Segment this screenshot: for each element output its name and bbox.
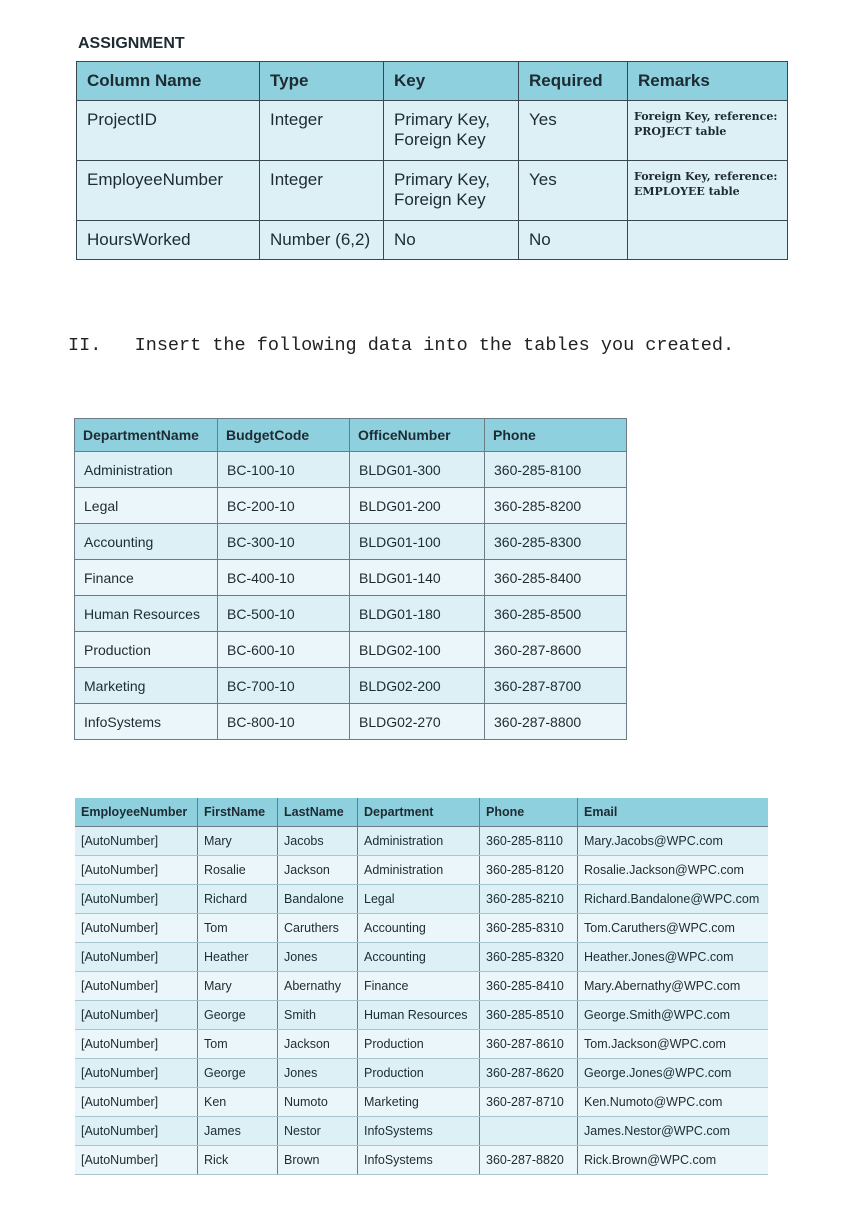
table-cell: Mary bbox=[198, 972, 278, 1001]
table-cell: Finance bbox=[358, 972, 480, 1001]
table-cell: BLDG01-300 bbox=[350, 452, 485, 488]
table-cell: George bbox=[198, 1001, 278, 1030]
table-row bbox=[75, 856, 768, 885]
column-header: Type bbox=[260, 62, 384, 101]
table-cell: Finance bbox=[75, 560, 218, 596]
table-cell: Ken.Numoto@WPC.com bbox=[578, 1088, 769, 1117]
table-cell: 360-287-8600 bbox=[485, 632, 627, 668]
remarks-text: Foreign Key, reference: bbox=[634, 170, 778, 183]
table-cell: Ken bbox=[198, 1088, 278, 1117]
column-header: Required bbox=[519, 62, 628, 101]
table-cell: Tom bbox=[198, 1030, 278, 1059]
table-row bbox=[77, 221, 788, 260]
table-cell: 360-287-8800 bbox=[485, 704, 627, 740]
table-cell: Legal bbox=[358, 885, 480, 914]
table-row bbox=[75, 704, 627, 740]
table-row bbox=[75, 885, 768, 914]
table-cell: 360-287-8620 bbox=[480, 1059, 578, 1088]
table-cell: BLDG02-100 bbox=[350, 632, 485, 668]
table-cell: No bbox=[519, 221, 628, 260]
table-cell: 360-285-8200 bbox=[485, 488, 627, 524]
table-cell: Human Resources bbox=[358, 1001, 480, 1030]
table-row bbox=[75, 1088, 768, 1117]
table-cell: Jones bbox=[278, 1059, 358, 1088]
table-cell: Richard.Bandalone@WPC.com bbox=[578, 885, 769, 914]
table-cell: Nestor bbox=[278, 1117, 358, 1146]
table-cell: James.Nestor@WPC.com bbox=[578, 1117, 769, 1146]
table-cell: [AutoNumber] bbox=[75, 827, 198, 856]
table-cell bbox=[628, 101, 788, 161]
table-cell: BC-800-10 bbox=[218, 704, 350, 740]
table-cell: [AutoNumber] bbox=[75, 1088, 198, 1117]
table-row bbox=[75, 524, 627, 560]
table-cell: Number (6,2) bbox=[260, 221, 384, 260]
key-text: Foreign Key bbox=[394, 130, 486, 149]
table-cell: Jacobs bbox=[278, 827, 358, 856]
table-cell: Tom.Caruthers@WPC.com bbox=[578, 914, 769, 943]
table-cell: George.Smith@WPC.com bbox=[578, 1001, 769, 1030]
column-header: Department bbox=[358, 798, 480, 827]
column-header: DepartmentName bbox=[75, 419, 218, 452]
column-header: Email bbox=[578, 798, 769, 827]
table-cell: HoursWorked bbox=[77, 221, 260, 260]
instruction-text: II. Insert the following data into the tables you created. bbox=[68, 335, 735, 356]
table-cell: BLDG01-200 bbox=[350, 488, 485, 524]
table-cell: [AutoNumber] bbox=[75, 972, 198, 1001]
table-cell: 360-285-8300 bbox=[485, 524, 627, 560]
table-cell: BC-200-10 bbox=[218, 488, 350, 524]
remarks-text: EMPLOYEE table bbox=[634, 185, 740, 198]
column-header: OfficeNumber bbox=[350, 419, 485, 452]
table-cell: 360-287-8700 bbox=[485, 668, 627, 704]
table-row bbox=[75, 943, 768, 972]
table-cell: BC-700-10 bbox=[218, 668, 350, 704]
table-cell: Administration bbox=[75, 452, 218, 488]
table-cell: Production bbox=[358, 1059, 480, 1088]
table-cell: Abernathy bbox=[278, 972, 358, 1001]
table-cell: Human Resources bbox=[75, 596, 218, 632]
table-cell: BLDG02-270 bbox=[350, 704, 485, 740]
table-cell: James bbox=[198, 1117, 278, 1146]
table-cell bbox=[480, 1117, 578, 1146]
table-cell: BLDG01-180 bbox=[350, 596, 485, 632]
table-cell: 360-285-8410 bbox=[480, 972, 578, 1001]
table-cell: 360-285-8310 bbox=[480, 914, 578, 943]
table-cell: Rick bbox=[198, 1146, 278, 1175]
table-cell: Tom bbox=[198, 914, 278, 943]
table-cell: ProjectID bbox=[77, 101, 260, 161]
table-row bbox=[75, 632, 627, 668]
table-cell: Rick.Brown@WPC.com bbox=[578, 1146, 769, 1175]
table-cell: Mary.Jacobs@WPC.com bbox=[578, 827, 769, 856]
table-cell: Rosalie bbox=[198, 856, 278, 885]
table-cell: Marketing bbox=[358, 1088, 480, 1117]
table-cell: Accounting bbox=[358, 943, 480, 972]
table-cell bbox=[384, 161, 519, 221]
table-header-row bbox=[75, 419, 627, 452]
table-cell: [AutoNumber] bbox=[75, 856, 198, 885]
table-cell: Heather bbox=[198, 943, 278, 972]
table-cell: Administration bbox=[358, 827, 480, 856]
table-cell: Administration bbox=[358, 856, 480, 885]
column-header: EmployeeNumber bbox=[75, 798, 198, 827]
table-cell: Smith bbox=[278, 1001, 358, 1030]
table-cell: Integer bbox=[260, 101, 384, 161]
table-cell: 360-285-8400 bbox=[485, 560, 627, 596]
table-row bbox=[75, 452, 627, 488]
table-cell: 360-287-8710 bbox=[480, 1088, 578, 1117]
table-cell: Integer bbox=[260, 161, 384, 221]
key-text: Primary Key, bbox=[394, 110, 491, 129]
table-row bbox=[75, 1001, 768, 1030]
column-header: FirstName bbox=[198, 798, 278, 827]
table-cell: Mary bbox=[198, 827, 278, 856]
table-cell: [AutoNumber] bbox=[75, 1146, 198, 1175]
table-cell: Richard bbox=[198, 885, 278, 914]
table-cell: InfoSystems bbox=[358, 1146, 480, 1175]
table-header-row bbox=[75, 798, 768, 827]
table-cell: BC-300-10 bbox=[218, 524, 350, 560]
table-cell: 360-287-8610 bbox=[480, 1030, 578, 1059]
table-cell bbox=[384, 101, 519, 161]
table-cell: [AutoNumber] bbox=[75, 943, 198, 972]
table-cell: [AutoNumber] bbox=[75, 1001, 198, 1030]
table-header-row bbox=[77, 62, 788, 101]
table-cell: Production bbox=[358, 1030, 480, 1059]
department-table bbox=[74, 418, 627, 740]
table-cell: [AutoNumber] bbox=[75, 914, 198, 943]
employee-table bbox=[75, 798, 768, 1175]
table-cell: Jones bbox=[278, 943, 358, 972]
key-text: Foreign Key bbox=[394, 190, 486, 209]
table-cell: George.Jones@WPC.com bbox=[578, 1059, 769, 1088]
table-row bbox=[75, 972, 768, 1001]
key-text: Primary Key, bbox=[394, 170, 491, 189]
table-row bbox=[75, 1117, 768, 1146]
column-header: Phone bbox=[485, 419, 627, 452]
table-cell: BC-600-10 bbox=[218, 632, 350, 668]
table-cell: No bbox=[384, 221, 519, 260]
table-cell: 360-285-8110 bbox=[480, 827, 578, 856]
table-cell: 360-285-8210 bbox=[480, 885, 578, 914]
table-cell: Rosalie.Jackson@WPC.com bbox=[578, 856, 769, 885]
table-row bbox=[75, 560, 627, 596]
table-cell: 360-285-8500 bbox=[485, 596, 627, 632]
table-cell: Bandalone bbox=[278, 885, 358, 914]
table-cell: 360-285-8510 bbox=[480, 1001, 578, 1030]
column-header: Phone bbox=[480, 798, 578, 827]
table-cell: [AutoNumber] bbox=[75, 1059, 198, 1088]
table-cell: BLDG01-100 bbox=[350, 524, 485, 560]
table-cell: Yes bbox=[519, 101, 628, 161]
table-cell: Heather.Jones@WPC.com bbox=[578, 943, 769, 972]
assignment-title: ASSIGNMENT bbox=[78, 35, 185, 52]
table-row bbox=[75, 914, 768, 943]
table-cell: Jackson bbox=[278, 1030, 358, 1059]
table-cell: [AutoNumber] bbox=[75, 1030, 198, 1059]
table-cell: Caruthers bbox=[278, 914, 358, 943]
table-cell: BLDG01-140 bbox=[350, 560, 485, 596]
remarks-text: PROJECT table bbox=[634, 125, 727, 138]
table-cell: Tom.Jackson@WPC.com bbox=[578, 1030, 769, 1059]
assignment-table bbox=[76, 61, 788, 260]
table-row bbox=[75, 596, 627, 632]
table-row bbox=[75, 1059, 768, 1088]
table-cell: [AutoNumber] bbox=[75, 885, 198, 914]
table-cell: [AutoNumber] bbox=[75, 1117, 198, 1146]
table-cell: 360-285-8320 bbox=[480, 943, 578, 972]
table-cell: EmployeeNumber bbox=[77, 161, 260, 221]
table-cell: Yes bbox=[519, 161, 628, 221]
table-row bbox=[75, 488, 627, 524]
table-cell: BC-500-10 bbox=[218, 596, 350, 632]
table-cell: Mary.Abernathy@WPC.com bbox=[578, 972, 769, 1001]
column-header: Remarks bbox=[628, 62, 788, 101]
table-cell: BC-400-10 bbox=[218, 560, 350, 596]
table-cell: Legal bbox=[75, 488, 218, 524]
table-cell bbox=[628, 161, 788, 221]
table-cell: Jackson bbox=[278, 856, 358, 885]
column-header: Column Name bbox=[77, 62, 260, 101]
table-row bbox=[75, 668, 627, 704]
column-header: LastName bbox=[278, 798, 358, 827]
table-row bbox=[75, 827, 768, 856]
table-cell: Brown bbox=[278, 1146, 358, 1175]
remarks-text: Foreign Key, reference: bbox=[634, 110, 778, 123]
table-row bbox=[75, 1146, 768, 1175]
table-cell: Numoto bbox=[278, 1088, 358, 1117]
column-header: Key bbox=[384, 62, 519, 101]
table-cell: BC-100-10 bbox=[218, 452, 350, 488]
table-cell bbox=[628, 221, 788, 260]
table-row bbox=[77, 161, 788, 221]
table-cell: Marketing bbox=[75, 668, 218, 704]
table-cell: 360-285-8120 bbox=[480, 856, 578, 885]
table-cell: Production bbox=[75, 632, 218, 668]
table-cell: 360-285-8100 bbox=[485, 452, 627, 488]
table-cell: InfoSystems bbox=[358, 1117, 480, 1146]
table-cell: Accounting bbox=[75, 524, 218, 560]
table-cell: InfoSystems bbox=[75, 704, 218, 740]
table-cell: 360-287-8820 bbox=[480, 1146, 578, 1175]
table-cell: Accounting bbox=[358, 914, 480, 943]
table-row bbox=[77, 101, 788, 161]
table-row bbox=[75, 1030, 768, 1059]
column-header: BudgetCode bbox=[218, 419, 350, 452]
table-cell: BLDG02-200 bbox=[350, 668, 485, 704]
table-cell: George bbox=[198, 1059, 278, 1088]
